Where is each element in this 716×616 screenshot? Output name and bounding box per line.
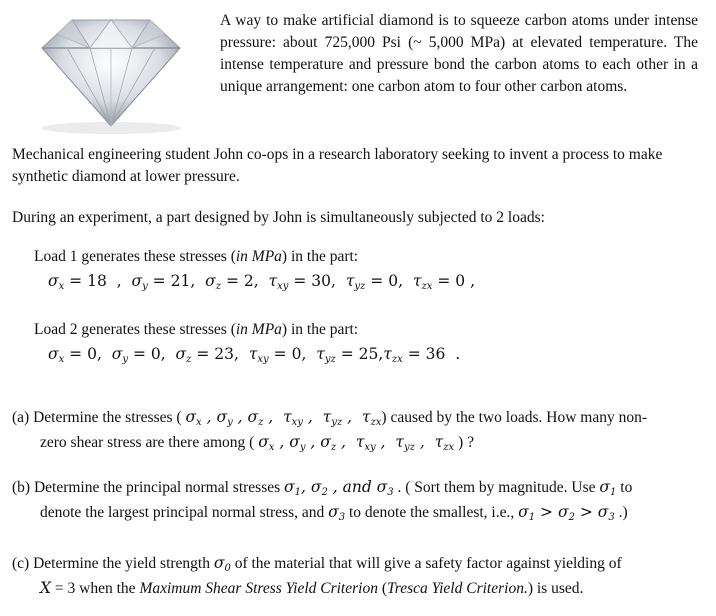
question-a: (a) Determine the stresses ( $\sigma_x$ , $\sigma_y$ , $\sigma_z$ , $\tau_{xy}$ , $\tau_{yz}$ , $\tau_{zx}$) caused by the two loads. How many non- zero shear stress are there among ( $\sigma_x$ , $\sigma_y$ , $\sigma_z$ , $\tau_{xy}$ , $\tau_{yz}$ , $\tau_{zx}$ ) ? <box>12 408 648 453</box>
load2-title: Load 2 generates these stresses (in MPa) in the part: <box>34 321 359 338</box>
context-paragraph: Mechanical engineering student John co-ops in a research laboratory seeking to invent a process to make synthetic diamond at lower pressure. <box>12 146 663 185</box>
question-b: (b) Determine the principal normal stresses $\sigma_1$, $\sigma_2$ , and $\sigma_3$ . ( Sort them by magnitude. Use $\sigma_1$ to denote the largest principal normal stress, and $\sigma_3$ to denote the smallest, i.e., $\sigma_1 > \sigma_2 > \sigma_3$ .) <box>12 478 633 523</box>
experiment-paragraph: During an experiment, a part designed by John is simultaneously subjected to 2 loads: <box>12 209 545 226</box>
intro-paragraph: A way to make artificial diamond is to squeeze carbon atoms under intense pressure: about 725,000 Psi (~ 5,000 MPa) at elevated temperature. The intense temperature and pressure bond the carbon atoms to each other in a unique arrangement: one carbon atom to four other carbon atoms. <box>220 12 698 95</box>
question-c: (c) Determine the yield strength $\sigma_0$ of the material that will give a safety factor against yielding of X = 3 when the Maximum Shear Stress Yield Criterion (Tresca Yield Criterion.) is used. <box>12 554 622 597</box>
load1-stresses: $\sigma_x = 18$ , $\sigma_y = 21$, $\sigma_z = 2$, $\tau_{xy} = 30$, $\tau_{yz} = 0$, $\tau_{zx} = 0$ , <box>48 272 475 292</box>
load2-stresses: $\sigma_x = 0$, $\sigma_y = 0$, $\sigma_z = 23$, $\tau_{xy} = 0$, $\tau_{yz} = 25,\tau_{zx} = 36$ . <box>48 345 461 365</box>
diamond-image <box>22 8 200 138</box>
load1-title: Load 1 generates these stresses (in MPa) in the part: <box>34 248 359 265</box>
